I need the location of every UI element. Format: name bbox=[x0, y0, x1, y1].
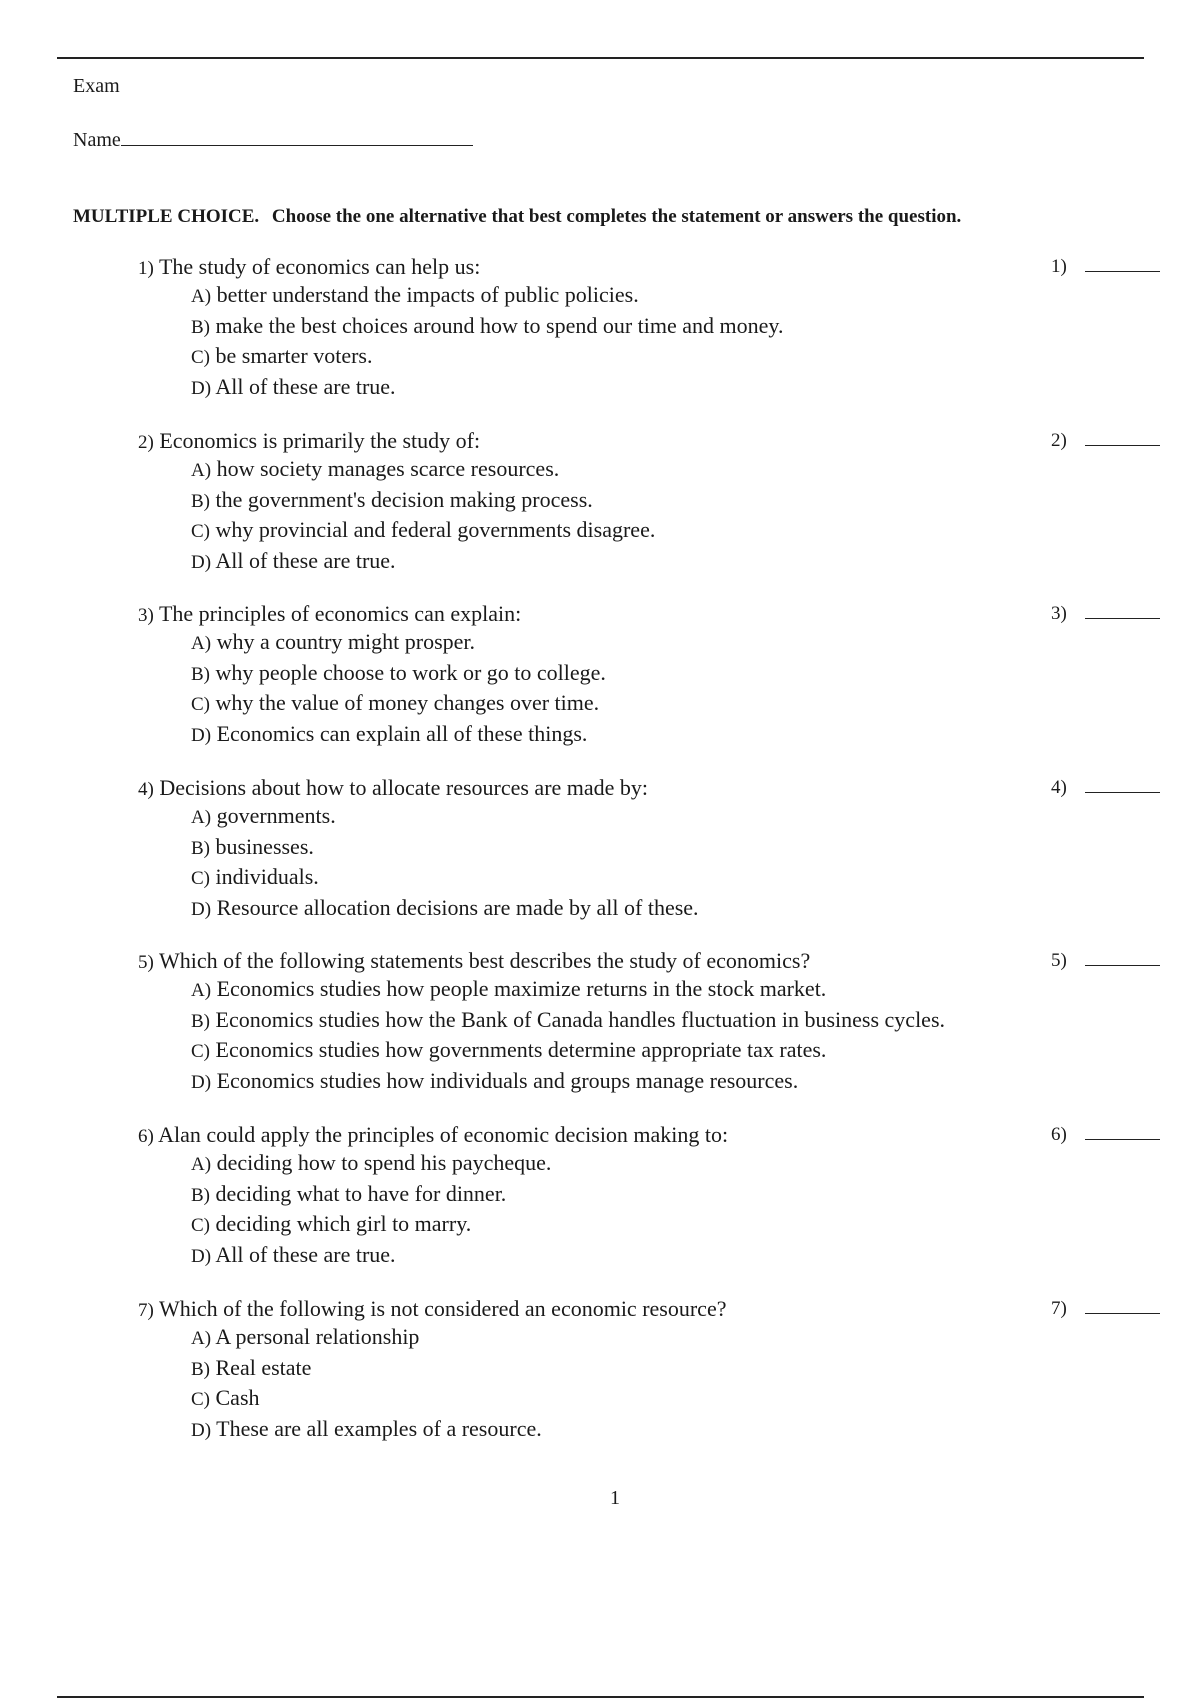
answer-blank-line[interactable] bbox=[1085, 774, 1160, 793]
option-a[interactable] bbox=[191, 1149, 551, 1180]
option-letter: A) bbox=[191, 980, 212, 1001]
question-text: Which of the following is not considered an economic resource? bbox=[158, 1296, 727, 1321]
option-letter: A) bbox=[191, 1154, 212, 1175]
option-c[interactable] bbox=[191, 689, 606, 720]
option-letter: B) bbox=[191, 1358, 210, 1380]
option-letter: C) bbox=[191, 1389, 210, 1410]
option-text: deciding how to spend his paycheque. bbox=[216, 1150, 552, 1175]
option-list bbox=[191, 802, 699, 924]
option-letter: B) bbox=[191, 837, 210, 859]
answer-number: 4) bbox=[1051, 777, 1067, 798]
answer-blank-line[interactable] bbox=[1085, 1121, 1160, 1140]
answer-slot bbox=[1051, 253, 1160, 281]
option-text: why people choose to work or go to college. bbox=[215, 659, 606, 685]
question-number: 6) bbox=[138, 1126, 154, 1147]
question-number: 4) bbox=[138, 779, 154, 800]
option-text: why the value of money changes over time. bbox=[215, 690, 600, 715]
question-6 bbox=[138, 1121, 1158, 1271]
option-letter: D) bbox=[191, 551, 212, 573]
option-text: Resource allocation decisions are made by all of these. bbox=[216, 894, 699, 920]
option-c[interactable] bbox=[191, 342, 783, 373]
question-7 bbox=[138, 1295, 1158, 1445]
question-stem bbox=[138, 253, 480, 283]
answer-slot bbox=[1051, 427, 1160, 455]
option-letter: B) bbox=[191, 316, 210, 338]
option-text: why a country might prosper. bbox=[216, 629, 476, 654]
question-number: 7) bbox=[138, 1300, 154, 1321]
option-b[interactable] bbox=[191, 1180, 551, 1211]
question-text: Which of the following statements best describes the study of economics? bbox=[158, 948, 811, 973]
answer-blank-line[interactable] bbox=[1085, 947, 1160, 966]
question-stem bbox=[138, 774, 648, 804]
answer-number: 7) bbox=[1051, 1298, 1067, 1319]
option-text: All of these are true. bbox=[215, 547, 396, 573]
page-number: 1 bbox=[610, 1487, 620, 1509]
answer-slot bbox=[1051, 947, 1160, 975]
option-text: All of these are true. bbox=[215, 373, 396, 399]
option-letter: A) bbox=[191, 807, 212, 828]
question-stem bbox=[138, 1295, 726, 1325]
answer-blank-line[interactable] bbox=[1085, 1295, 1160, 1314]
option-c[interactable] bbox=[191, 1384, 542, 1415]
option-list bbox=[191, 281, 783, 403]
option-d[interactable] bbox=[191, 373, 783, 404]
option-text: the government's decision making process. bbox=[215, 486, 593, 512]
question-number: 1) bbox=[138, 258, 154, 279]
option-letter: A) bbox=[191, 1328, 212, 1349]
option-text: businesses. bbox=[215, 833, 314, 859]
option-b[interactable] bbox=[191, 1006, 945, 1037]
question-3 bbox=[138, 600, 1158, 750]
option-letter: C) bbox=[191, 694, 210, 715]
option-letter: B) bbox=[191, 663, 210, 685]
option-d[interactable] bbox=[191, 1415, 542, 1446]
answer-blank-line[interactable] bbox=[1085, 600, 1160, 619]
option-list bbox=[191, 975, 945, 1097]
question-number: 5) bbox=[138, 952, 154, 973]
option-list bbox=[191, 1323, 542, 1445]
option-d[interactable] bbox=[191, 1241, 551, 1272]
option-a[interactable] bbox=[191, 455, 655, 486]
question-text: Decisions about how to allocate resources are made by: bbox=[159, 775, 649, 800]
question-stem bbox=[138, 1121, 728, 1151]
option-text: Economics studies how individuals and groups manage resources. bbox=[216, 1067, 799, 1093]
option-letter: D) bbox=[191, 1245, 212, 1267]
question-4 bbox=[138, 774, 1158, 924]
option-b[interactable] bbox=[191, 1354, 542, 1385]
bottom-rule bbox=[57, 1696, 1144, 1698]
option-letter: D) bbox=[191, 898, 212, 920]
answer-number: 5) bbox=[1051, 950, 1067, 971]
option-letter: D) bbox=[191, 377, 212, 399]
question-number: 3) bbox=[138, 605, 154, 626]
name-blank-line[interactable] bbox=[121, 127, 473, 146]
option-text: better understand the impacts of public policies. bbox=[216, 282, 639, 307]
option-letter: A) bbox=[191, 460, 212, 481]
question-2 bbox=[138, 427, 1158, 577]
question-stem bbox=[138, 600, 521, 630]
option-letter: C) bbox=[191, 1041, 210, 1062]
instructions bbox=[73, 206, 961, 228]
answer-slot bbox=[1051, 600, 1160, 628]
option-d[interactable] bbox=[191, 720, 606, 751]
option-letter: C) bbox=[191, 521, 210, 542]
option-list bbox=[191, 455, 655, 577]
option-b[interactable] bbox=[191, 486, 655, 517]
option-letter: C) bbox=[191, 347, 210, 368]
option-letter: C) bbox=[191, 1215, 210, 1236]
option-letter: A) bbox=[191, 633, 212, 654]
answer-slot bbox=[1051, 1295, 1160, 1323]
option-text: why provincial and federal governments disagree. bbox=[215, 517, 656, 542]
question-stem bbox=[138, 947, 810, 977]
option-c[interactable] bbox=[191, 516, 655, 547]
answer-blank-line[interactable] bbox=[1085, 253, 1160, 272]
question-text: Alan could apply the principles of economic decision making to: bbox=[158, 1122, 729, 1147]
question-text: The study of economics can help us: bbox=[158, 254, 481, 279]
option-letter: D) bbox=[191, 1419, 212, 1441]
option-text: be smarter voters. bbox=[215, 343, 373, 368]
option-b[interactable] bbox=[191, 659, 606, 690]
answer-blank-line[interactable] bbox=[1085, 427, 1160, 446]
option-text: individuals. bbox=[215, 864, 319, 889]
option-letter: C) bbox=[191, 868, 210, 889]
option-text: how society manages scarce resources. bbox=[216, 456, 560, 481]
option-text: Economics studies how people maximize returns in the stock market. bbox=[216, 976, 827, 1001]
option-text: Economics can explain all of these things. bbox=[216, 720, 588, 746]
answer-slot bbox=[1051, 1121, 1160, 1149]
option-text: deciding which girl to marry. bbox=[215, 1211, 472, 1236]
option-text: Cash bbox=[215, 1385, 260, 1410]
option-text: These are all examples of a resource. bbox=[216, 1415, 542, 1441]
option-text: governments. bbox=[216, 803, 336, 828]
option-text: Economics studies how the Bank of Canada handles fluctuation in business cycles. bbox=[215, 1006, 946, 1032]
option-c[interactable] bbox=[191, 1036, 945, 1067]
option-a[interactable] bbox=[191, 628, 606, 659]
option-text: All of these are true. bbox=[215, 1241, 396, 1267]
top-rule bbox=[57, 57, 1144, 59]
option-letter: B) bbox=[191, 490, 210, 512]
answer-number: 3) bbox=[1051, 603, 1067, 624]
option-letter: D) bbox=[191, 724, 212, 746]
question-stem bbox=[138, 427, 480, 457]
option-letter: B) bbox=[191, 1010, 210, 1032]
option-a[interactable] bbox=[191, 281, 783, 312]
option-letter: D) bbox=[191, 1071, 212, 1093]
option-d[interactable] bbox=[191, 894, 699, 925]
name-label: Name bbox=[73, 129, 121, 151]
instructions-title: MULTIPLE CHOICE. bbox=[73, 206, 260, 227]
name-row bbox=[73, 127, 473, 152]
exam-label: Exam bbox=[73, 75, 120, 97]
option-text: Economics studies how governments determine appropriate tax rates. bbox=[215, 1037, 827, 1062]
instructions-text: Choose the one alternative that best completes the statement or answers the question. bbox=[271, 206, 962, 227]
option-letter: B) bbox=[191, 1184, 210, 1206]
option-d[interactable] bbox=[191, 1067, 945, 1098]
option-a[interactable] bbox=[191, 1323, 542, 1354]
question-1 bbox=[138, 253, 1158, 403]
option-list bbox=[191, 628, 606, 750]
option-d[interactable] bbox=[191, 547, 655, 578]
option-text: deciding what to have for dinner. bbox=[215, 1180, 507, 1206]
option-list bbox=[191, 1149, 551, 1271]
option-b[interactable] bbox=[191, 312, 783, 343]
option-c[interactable] bbox=[191, 1210, 551, 1241]
question-text: The principles of economics can explain: bbox=[158, 601, 522, 626]
option-a[interactable] bbox=[191, 802, 699, 833]
option-c[interactable] bbox=[191, 863, 699, 894]
answer-number: 6) bbox=[1051, 1124, 1067, 1145]
answer-number: 2) bbox=[1051, 430, 1067, 451]
question-number: 2) bbox=[138, 432, 154, 453]
answer-slot bbox=[1051, 774, 1160, 802]
question-5 bbox=[138, 947, 1158, 1097]
answer-number: 1) bbox=[1051, 256, 1067, 277]
question-text: Economics is primarily the study of: bbox=[159, 428, 481, 453]
option-letter: A) bbox=[191, 286, 212, 307]
option-text: A personal relationship bbox=[215, 1324, 420, 1349]
option-text: Real estate bbox=[215, 1354, 312, 1380]
option-a[interactable] bbox=[191, 975, 945, 1006]
option-text: make the best choices around how to spend our time and money. bbox=[215, 312, 784, 338]
option-b[interactable] bbox=[191, 833, 699, 864]
